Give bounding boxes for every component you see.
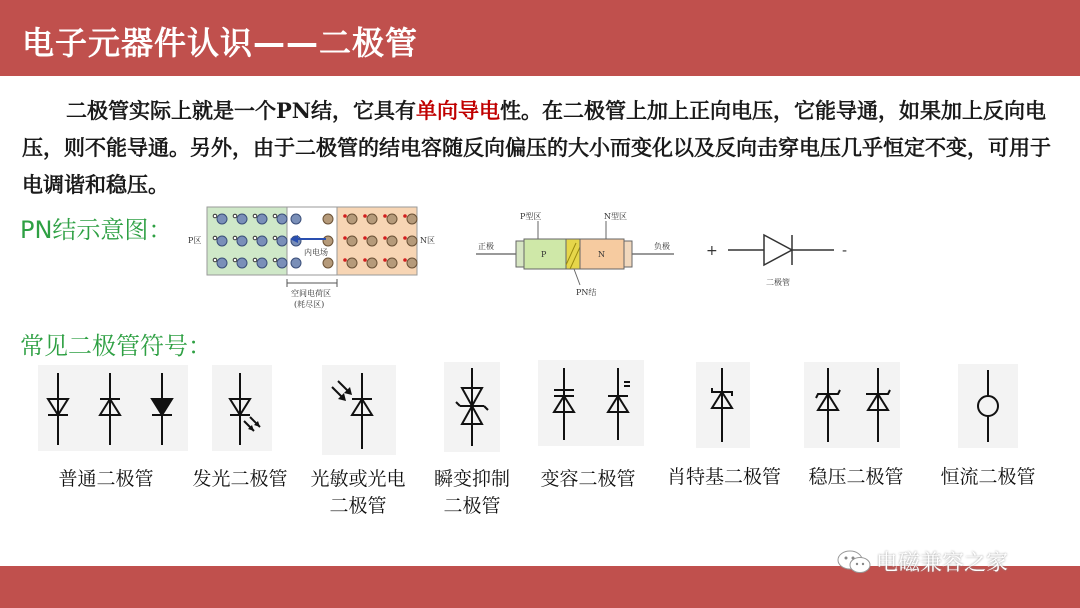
donor-ion bbox=[407, 236, 417, 246]
highlight-text: 单向导电 bbox=[416, 98, 500, 123]
photodiode-label-1: 光敏或光电 bbox=[310, 468, 406, 490]
hole bbox=[213, 214, 217, 218]
pn-junction-figure bbox=[186, 203, 436, 315]
zener-label: 稳压二极管 bbox=[808, 466, 904, 488]
diode-label: 二极管 bbox=[766, 278, 790, 287]
donor-ion bbox=[347, 214, 357, 224]
minus-sign: - bbox=[842, 243, 848, 259]
acceptor-ion bbox=[257, 258, 267, 268]
electron bbox=[363, 214, 367, 218]
acceptor-ion bbox=[237, 214, 247, 224]
donor-ion bbox=[367, 214, 377, 224]
intro-text-2: 性。在二极管上加上正向电压，它能导通，如果加上反向电压，则不能导通。另外，由于二极管的结电容随反向偏压的大小而变化以及反向击穿电压几乎恒定不变，可用于电调谐和稳压。 bbox=[22, 98, 1051, 197]
wechat-icon bbox=[836, 548, 872, 576]
acceptor-ion bbox=[237, 258, 247, 268]
donor-ion bbox=[387, 258, 397, 268]
acceptor-ion bbox=[277, 214, 287, 224]
current-regulator-symbol bbox=[958, 364, 1018, 448]
hole bbox=[273, 258, 277, 262]
donor-ion bbox=[387, 214, 397, 224]
photodiode-symbol bbox=[322, 365, 396, 455]
plus-sign: + bbox=[706, 243, 718, 259]
hole bbox=[213, 258, 217, 262]
led-symbol bbox=[212, 365, 272, 451]
space-charge-label: 空间电荷区 bbox=[291, 289, 331, 298]
pn-junction-label: PN结 bbox=[576, 288, 597, 297]
electron bbox=[383, 214, 387, 218]
acceptor-ion bbox=[291, 214, 301, 224]
donor-ion bbox=[367, 258, 377, 268]
acceptor-ion bbox=[217, 258, 227, 268]
donor-ion bbox=[323, 214, 333, 224]
acceptor-ion bbox=[217, 214, 227, 224]
slide-title: 电子元器件认识——二极管 bbox=[22, 24, 419, 62]
p-letter: P bbox=[541, 250, 547, 259]
electron bbox=[403, 258, 407, 262]
field-label: 内电场 bbox=[304, 248, 328, 257]
acceptor-ion bbox=[277, 236, 287, 246]
n-type-label: N型区 bbox=[604, 212, 627, 221]
hole bbox=[273, 236, 277, 240]
pn-section-title: PN结示意图： bbox=[20, 216, 173, 244]
led-label: 发光二极管 bbox=[192, 468, 288, 490]
electron bbox=[383, 236, 387, 240]
donor-ion bbox=[407, 214, 417, 224]
electron bbox=[403, 214, 407, 218]
tvs-symbol bbox=[444, 362, 500, 452]
electron bbox=[343, 214, 347, 218]
diode-structure-figure bbox=[474, 207, 704, 299]
electron bbox=[383, 258, 387, 262]
acceptor-ion bbox=[237, 236, 247, 246]
hole bbox=[273, 214, 277, 218]
electron bbox=[363, 258, 367, 262]
acceptor-ion bbox=[257, 236, 267, 246]
barrier-label: (耗尽区) bbox=[294, 300, 325, 309]
electron bbox=[343, 236, 347, 240]
watermark bbox=[832, 544, 1062, 578]
tvs-label-2: 二极管 bbox=[443, 495, 501, 517]
donor-ion bbox=[323, 236, 333, 246]
ordinary-diode-label: 普通二极管 bbox=[58, 468, 154, 490]
schottky-label: 肖特基二极管 bbox=[666, 466, 781, 488]
hole bbox=[253, 236, 257, 240]
acceptor-ion bbox=[217, 236, 227, 246]
diode-symbol-figure bbox=[700, 225, 860, 295]
donor-ion bbox=[387, 236, 397, 246]
hole bbox=[233, 236, 237, 240]
donor-ion bbox=[347, 258, 357, 268]
watermark-text: 电磁兼容之家 bbox=[876, 551, 1009, 576]
hole bbox=[253, 214, 257, 218]
intro-paragraph bbox=[22, 92, 1066, 203]
diode-triangle bbox=[764, 235, 792, 265]
n-letter: N bbox=[598, 250, 605, 259]
acceptor-ion bbox=[257, 214, 267, 224]
zener-symbols bbox=[804, 362, 900, 448]
negative-terminal-label: 负极 bbox=[654, 242, 670, 251]
ordinary-diode-symbols bbox=[38, 365, 188, 451]
donor-ion bbox=[323, 258, 333, 268]
hole bbox=[253, 258, 257, 262]
hole bbox=[233, 258, 237, 262]
symbols-section-title: 常见二极管符号： bbox=[20, 332, 212, 360]
positive-terminal-label: 正极 bbox=[478, 242, 494, 251]
donor-ion bbox=[407, 258, 417, 268]
acceptor-ion bbox=[277, 258, 287, 268]
photodiode-label-2: 二极管 bbox=[329, 495, 387, 517]
hole bbox=[233, 214, 237, 218]
donor-ion bbox=[367, 236, 377, 246]
tvs-label-1: 瞬变抑制 bbox=[433, 468, 510, 490]
p-zone-label: P区 bbox=[188, 236, 202, 245]
varactor-label: 变容二极管 bbox=[540, 468, 636, 490]
current-regulator-label: 恒流二极管 bbox=[940, 466, 1036, 488]
electron bbox=[343, 258, 347, 262]
acceptor-ion bbox=[291, 258, 301, 268]
varactor-symbols bbox=[538, 360, 644, 446]
intro-text-1: 二极管实际上就是一个PN结，它具有 bbox=[66, 98, 416, 123]
donor-ion bbox=[347, 236, 357, 246]
schottky-symbol bbox=[696, 362, 750, 448]
junction-block bbox=[566, 239, 580, 269]
electron bbox=[363, 236, 367, 240]
title-banner bbox=[0, 0, 1080, 76]
p-type-label: P型区 bbox=[520, 212, 542, 221]
n-zone-label: N区 bbox=[420, 236, 435, 245]
electron bbox=[403, 236, 407, 240]
hole bbox=[213, 236, 217, 240]
